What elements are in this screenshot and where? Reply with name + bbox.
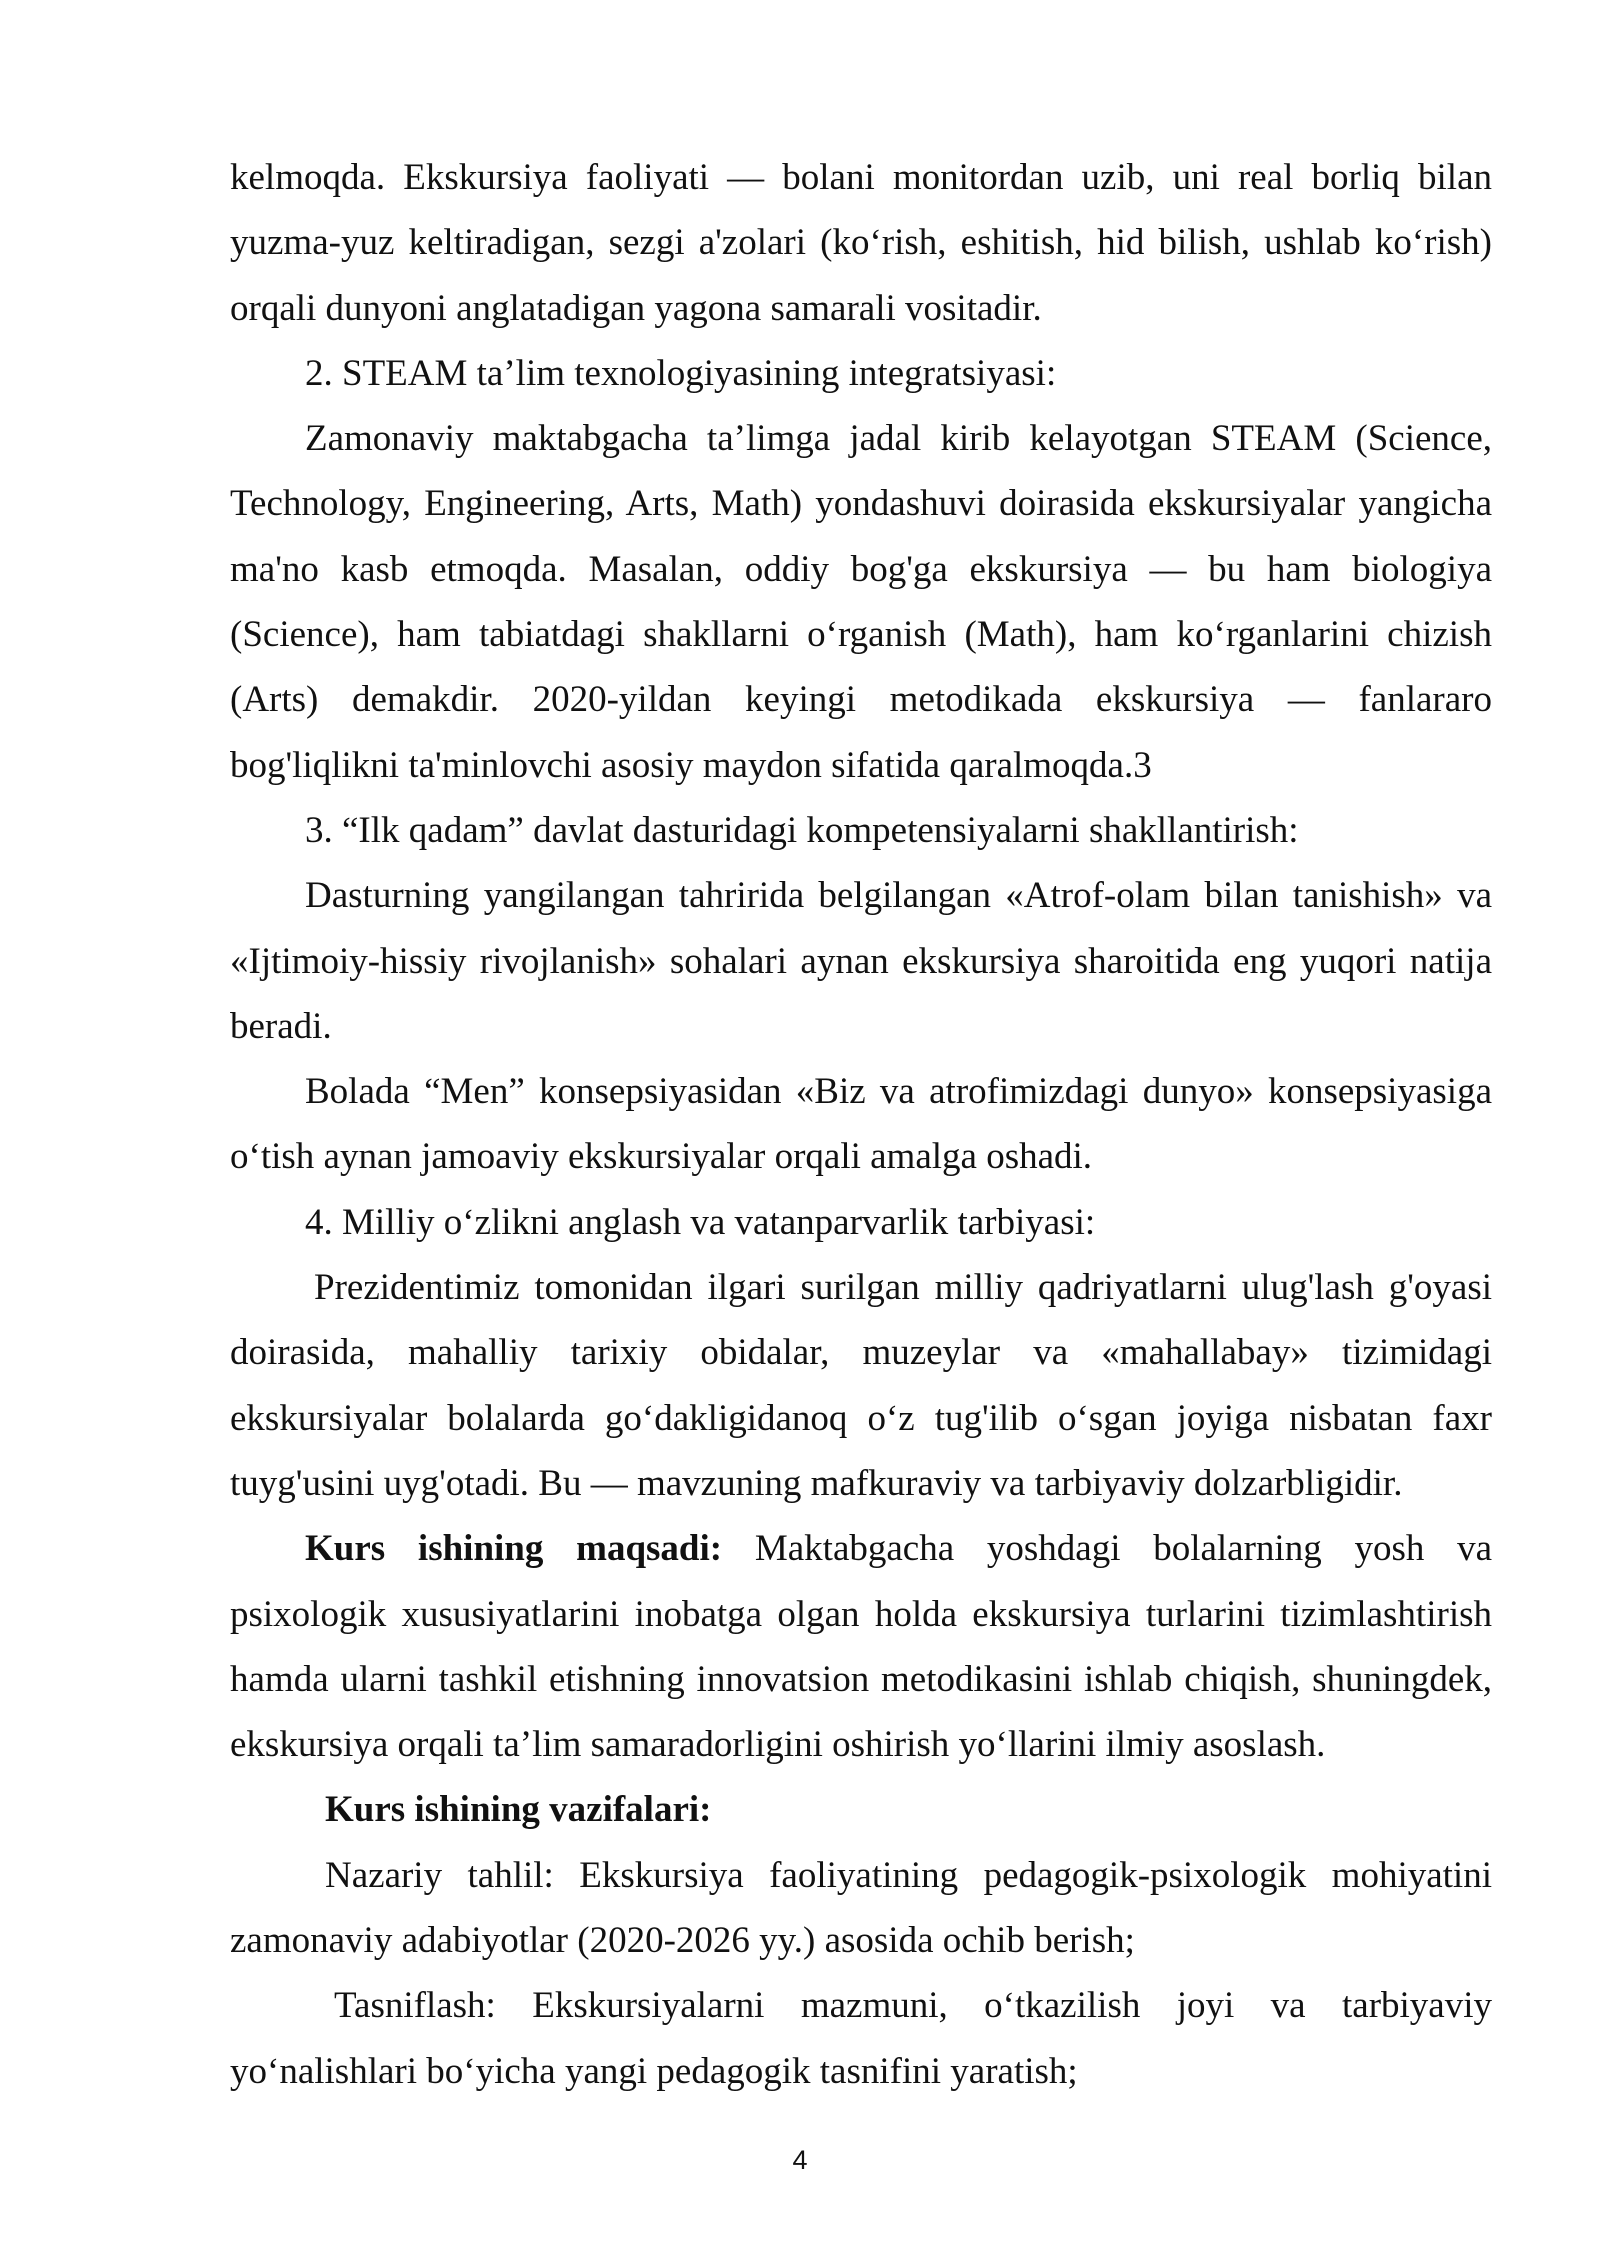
tasks-heading: Kurs ishining vazifalari: (325, 1789, 712, 1831)
document-page (230, 145, 1492, 2104)
paragraph-intro-continuation: kelmoqda. Ekskursiya faoliyati — bolani monitordan uzib, uni real borliq bilan yuzma-yuz keltiradigan, sezgi a'zolari (ko‘rish, eshitish, hid bilish, ushlab ko‘rish) orqali dunyoni anglatadigan yagona samarali vositadir. (230, 157, 1492, 329)
task-item-theory: Nazariy tahlil: Ekskursiya faoliyatining pedagogik-psixologik mohiyatini zamonaviy adabiyotlar (2020-2026 yy.) asosida ochib berish; (230, 1854, 1492, 1962)
page-number: 4 (792, 2145, 808, 2175)
paragraph-milliy: Prezidentimiz tomonidan ilgari surilgan milliy qadriyatlarni ulug'lash g'oyasi doirasida, mahalliy tarixiy obidalar, muzeylar va «mahallabay» tizimidagi ekskursiyalar bolalarda go‘dakligidanoq o‘z tug'ilib o‘sgan joyiga nisbatan faxr tuyg'usini uyg'otadi. Bu — mavzuning mafkuraviy va tarbiyaviy dolzarbligidir. (230, 1267, 1492, 1504)
goal-text: Maktabgacha yoshdagi bolalarning yosh va psixologik xususiyatlarini inobatga olgan holda ekskursiya turlarini tizimlashtirish hamda ularni tashkil etishning innovatsion metodikasini ishlab chiqish, shuningdek, ekskursiya orqali ta’lim samaradorligini oshirish yo‘llarini ilmiy asoslash. (230, 1528, 1492, 1766)
paragraph-steam: Zamonaviy maktabgacha ta’limga jadal kirib kelayotgan STEAM (Science, Technology, Engineering, Arts, Math) yondashuvi doirasida ekskursiyalar yangicha ma'no kasb etmoqda. Masalan, oddiy bog'ga ekskursiya — bu ham biologiya (Science), ham tabiatdagi shakllarni o‘rganish (Math), ham ko‘rganlarini chizish (Arts) demakdir. 2020-yildan keyingi metodikada ekskursiya — fanlararo bog'liqlikni ta'minlovchi asosiy maydon sifatida qaralmoqda.3 (230, 418, 1492, 786)
goal-label: Kurs ishining maqsadi: (305, 1528, 723, 1570)
section-heading-ilk-qadam: 3. “Ilk qadam” davlat dasturidagi kompetensiyalarni shakllantirish: (305, 809, 1299, 851)
paragraph-goal (230, 1516, 1492, 1777)
paragraph-men-konsepsiya: Bolada “Men” konsepsiyasidan «Biz va atrofimizdagi dunyo» konsepsiyasiga o‘tish aynan jamoaviy ekskursiyalar orqali amalga oshadi. (230, 1071, 1492, 1178)
paragraph-ilk-qadam: Dasturning yangilangan tahririda belgilangan «Atrof-olam bilan tanishish» va «Ijtimoiy-hissiy rivojlanish» sohalari aynan ekskursiya sharoitida eng yuqori natija beradi. (230, 875, 1492, 1047)
task-item-classification: Tasniflash: Ekskursiyalarni mazmuni, o‘tkazilish joyi va tarbiyaviy yo‘nalishlari bo‘yicha yangi pedagogik tasnifini yaratish; (230, 1985, 1492, 2092)
section-heading-steam: 2. STEAM ta’lim texnologiyasining integratsiyasi: (305, 352, 1057, 394)
section-heading-milliy: 4. Milliy o‘zlikni anglash va vatanparvarlik tarbiyasi: (305, 1201, 1096, 1243)
